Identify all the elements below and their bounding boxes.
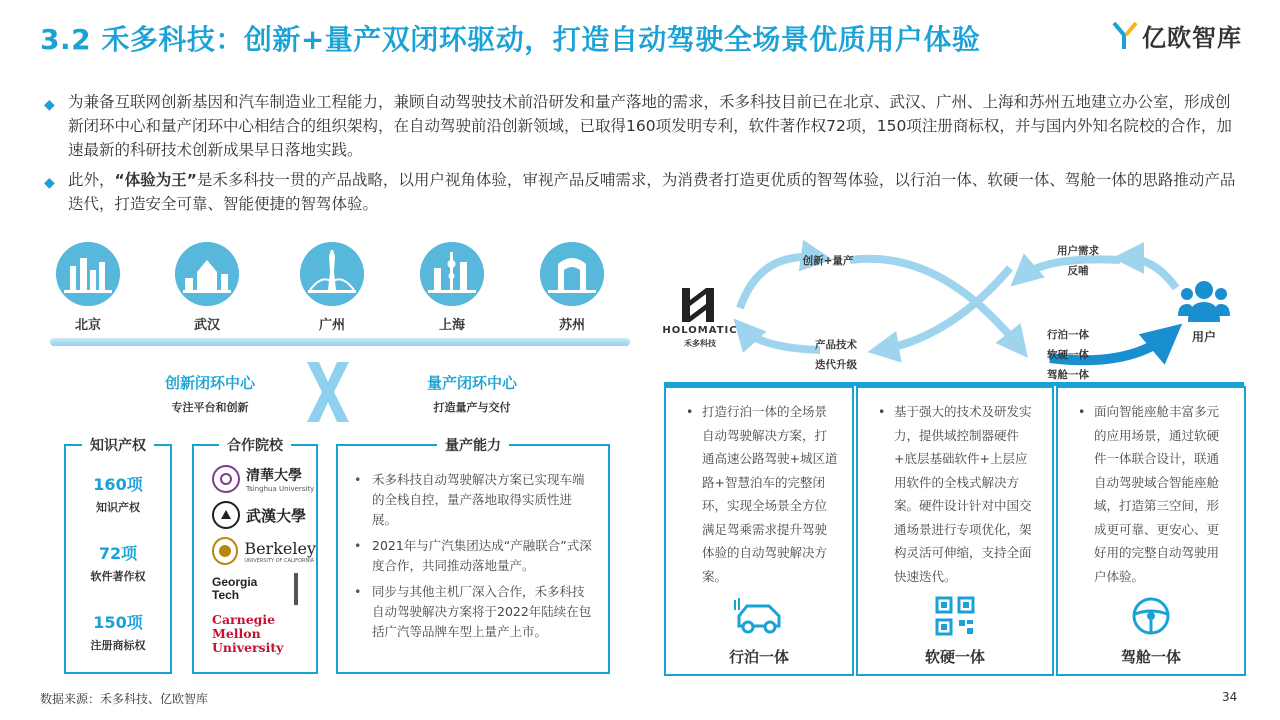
universities-panel-title: 合作院校 (219, 438, 291, 454)
feature-box-cockpit-driving (1056, 386, 1246, 676)
integration-label: 行泊一体 (1047, 329, 1089, 341)
production-center-title: 量产闭环中心 (426, 374, 517, 392)
innovate-produce-label: 创新+量产 (802, 255, 854, 267)
bullet-2-post: 是禾多科技一贯的产品战略，以用户视角体验，审视产品反哺需求，为消费者打造更优质的智驾体验，以行泊一体、软硬一体、驾舱一体的思路推动产品迭代，打造安全可靠、智能便捷的智驾体验。 (68, 171, 1236, 213)
wuhan-seal-icon (212, 501, 240, 529)
berkeley-sub: UNIVERSITY OF CALIFORNIA (244, 557, 315, 564)
steering-wheel-icon (1131, 596, 1171, 636)
ip-label: 软件著作权 (90, 570, 146, 583)
ip-item (66, 472, 170, 515)
city-label: 广州 (318, 318, 345, 333)
university-berkeley (212, 536, 316, 566)
page-title: 3.2 禾多科技：创新+量产双闭环驱动，打造自动驾驶全场景优质用户体验 (40, 23, 981, 56)
guangzhou-tower-icon (300, 242, 364, 306)
ip-number: 72项 (98, 544, 138, 563)
city-wuhan (175, 242, 239, 333)
list-item: • 禾多科技自动驾驶解决方案已实现车端的全栈自控，量产落地取得实质性进展。 (352, 470, 592, 530)
shanghai-skyline-icon (420, 242, 484, 306)
innovation-center-title: 创新闭环中心 (164, 374, 255, 392)
ip-number: 160项 (93, 475, 143, 494)
tsinghua-name: 清華大學 (246, 468, 302, 484)
intro-bullets (44, 90, 1244, 216)
berkeley-name: Berkeley (244, 538, 316, 558)
bullet-2 (44, 168, 1244, 216)
feature-label: 行泊一体 (728, 648, 789, 666)
user-demand-label: 用户需求 (1057, 245, 1099, 257)
city-guangzhou (300, 242, 364, 333)
feedback-label: 反哺 (1067, 265, 1089, 277)
university-georgia-tech (212, 572, 316, 606)
ip-number: 150项 (93, 613, 143, 632)
product-tech-label: 产品技术 (815, 339, 857, 351)
holomatic-brand-cn: 禾多科技 (684, 339, 716, 348)
wuhan-name: 武漢大學 (246, 506, 307, 525)
feature-box-hardware-software (856, 386, 1054, 676)
page-number: 34 (1222, 690, 1238, 704)
ip-item (66, 541, 170, 584)
infinity-loop-arrows (650, 238, 1260, 378)
city-label: 武汉 (193, 318, 220, 333)
logo (1112, 18, 1242, 53)
feature-box-parking-driving (664, 386, 854, 676)
city-label: 上海 (438, 318, 465, 333)
beijing-skyline-icon (56, 242, 120, 306)
wuhan-skyline-icon (175, 242, 239, 306)
feature-label: 驾舱一体 (1120, 648, 1181, 666)
ip-item (66, 610, 170, 653)
city-suzhou (540, 242, 604, 333)
suzhou-skyline-icon (540, 242, 604, 306)
feature-text: • 面向智能座舱丰富多元的应用场景，通过软硬件一体联合设计，联通自动驾驶域合智能座舱域，打造第三空间，形成更可靠、更安心、更好用的完整自动驾驶用户体验。 (1076, 400, 1230, 588)
yiou-logo-icon (1112, 21, 1138, 51)
iterate-upgrade-label: 迭代升级 (815, 359, 857, 371)
logo-text: 亿欧智库 (1142, 24, 1242, 52)
feature-label: 软硬一体 (924, 648, 985, 666)
cross-x-icon (303, 362, 353, 422)
bullet-2-pre: 此外， (68, 171, 115, 189)
tsinghua-en: Tsinghua University (246, 485, 315, 493)
ip-panel-title: 知识产权 (82, 438, 154, 454)
users-icon (1178, 278, 1230, 322)
production-center (392, 372, 552, 415)
city-label: 苏州 (558, 318, 585, 333)
data-source: 数据来源：禾多科技、亿欧智库 (40, 692, 209, 706)
qr-icon (935, 596, 975, 636)
university-tsinghua (212, 464, 316, 494)
universities-panel (192, 438, 318, 674)
tsinghua-seal-icon (212, 465, 240, 493)
mass-production-title: 量产能力 (437, 438, 509, 454)
bullet-2-bold: “体验为王” (114, 171, 197, 189)
list-item: • 同步与其他主机厂深入合作，禾多科技自动驾驶解决方案将于2022年陆续在包括广汽等品牌车型上量产上市。 (352, 582, 592, 642)
production-center-sub: 打造量产与交付 (433, 401, 511, 414)
bullet-1-text: 为兼备互联网创新基因和汽车制造业工程能力，兼顾自动驾驶技术前沿研发和量产落地的需求，禾多科技目前已在北京、武汉、广州、上海和苏州五地建立办公室，形成创新闭环中心和量产闭环中心相结合的组织架构，在自动驾驶前沿创新领域，已取得160项发明专利，软件著作权72项，150项注册商标权，并与国内外知名院校的合作，加速最新的科研技术创新成果早日落地实践。 (68, 93, 1232, 159)
diamond-icon: ◆ (44, 175, 55, 191)
holomatic-logo-icon (680, 286, 716, 324)
holomatic-brand: HOLOMATIC (662, 325, 738, 336)
mass-production-list (338, 446, 608, 642)
diamond-icon: ◆ (44, 97, 55, 113)
integration-label: 驾舱一体 (1047, 369, 1089, 381)
user-label: 用户 (1191, 330, 1216, 344)
car-icon (733, 596, 785, 636)
university-cmu (212, 612, 316, 656)
closed-loop-diagram (650, 238, 1260, 381)
city-shanghai (420, 242, 484, 333)
mass-production-panel (336, 438, 610, 674)
integration-label: 软硬一体 (1047, 349, 1089, 361)
innovation-center-sub: 专注平台和创新 (171, 401, 249, 414)
georgia-tech-tower-icon (290, 573, 302, 605)
bullet-1 (44, 90, 1244, 162)
city-beijing (56, 242, 120, 333)
university-wuhan (212, 500, 316, 530)
ip-panel (64, 438, 172, 674)
cmu-name: Carnegie Mellon University (212, 612, 284, 655)
feature-text: • 基于强大的技术及研发实力，提供域控制器硬件+底层基础软件+上层应用软件的全栈式解决方案。硬件设计针对中国交通场景进行专项优化，架构灵活可伸缩，支持全面快速迭代。 (876, 400, 1038, 588)
ip-label: 知识产权 (96, 501, 140, 514)
berkeley-seal-icon (212, 537, 238, 565)
ip-label: 注册商标权 (90, 639, 146, 652)
feature-text: • 打造行泊一体的全场景自动驾驶解决方案，打通高速公路驾驶+城区道路+智慧泊车的完整闭环，实现全场景全方位满足驾乘需求提升驾驶体验的自动驾驶解决方案。 (684, 400, 838, 588)
georgia-tech-name: Georgia Tech (212, 575, 258, 602)
city-base-bar (50, 338, 630, 346)
city-label: 北京 (74, 318, 101, 333)
list-item: • 2021年与广汽集团达成“产融联合”式深度合作，共同推动落地量产。 (352, 536, 592, 576)
innovation-center (120, 372, 300, 415)
city-offices (50, 242, 630, 352)
